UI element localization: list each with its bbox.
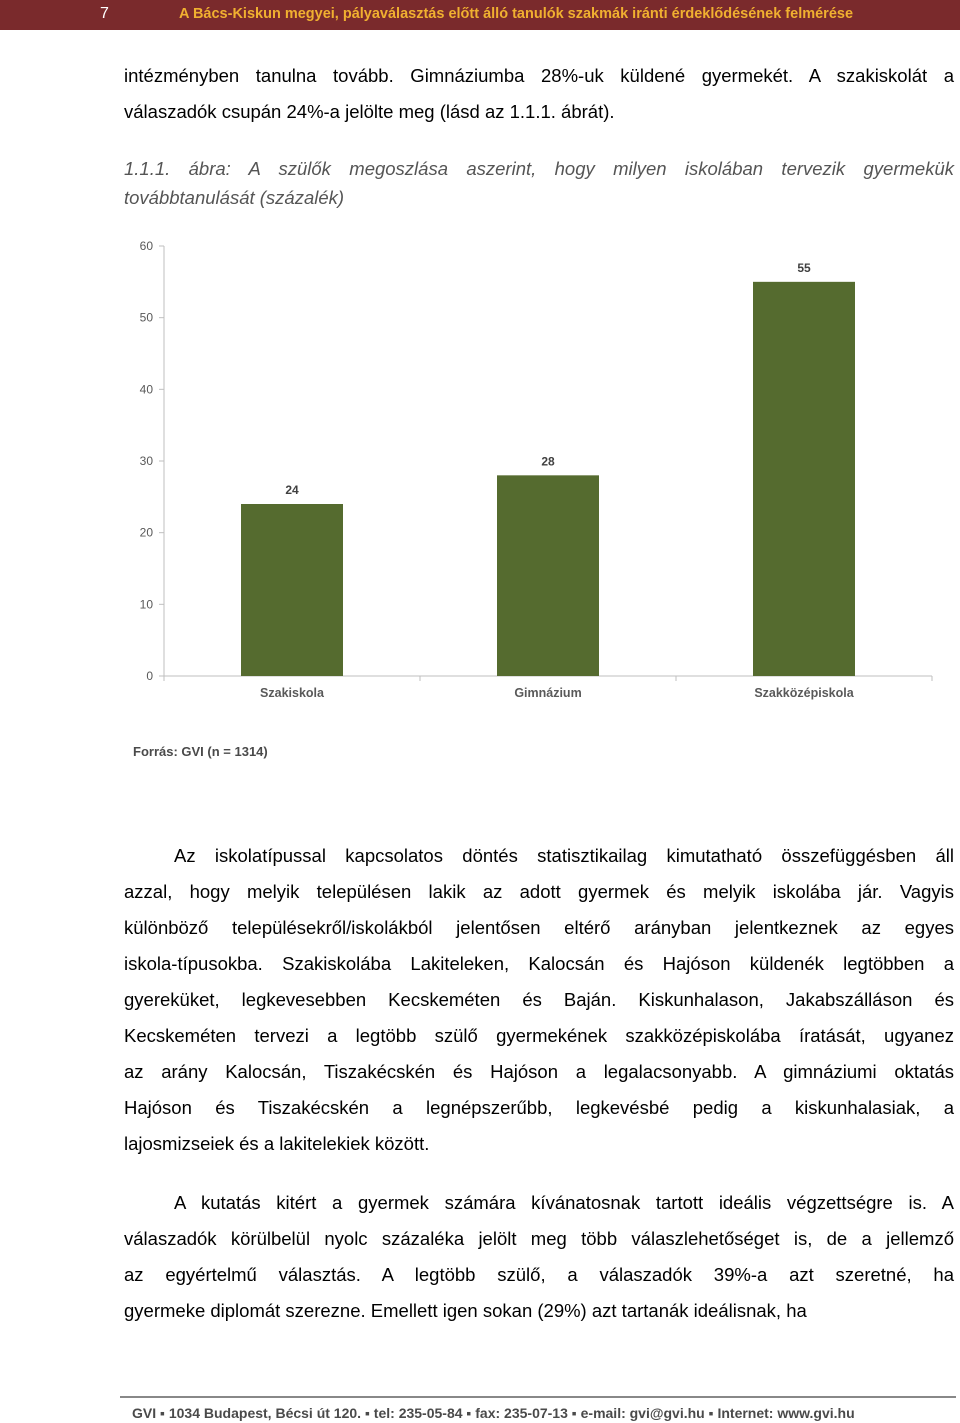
paragraph-line: különböző településekről/iskolákból jelentősen eltérő arányban jelentkeznek az egyes [124,917,954,938]
body-paragraph-2 [124,1185,954,1329]
x-category-label: Gimnázium [514,686,582,700]
y-tick-label: 40 [139,382,153,397]
header-title: A Bács-Kiskun megyei, pályaválasztás előtt álló tanulók szakmák iránti érdeklődésének felmérése [179,6,854,22]
paragraph-line: az arány Kalocsán, Tiszakécskén és Hajóson a legalacsonyabb. A gimnáziumi oktatás [124,1061,954,1082]
figure-caption [124,154,954,212]
bar-szakiskola [241,504,343,676]
intro-line: válaszadók csupán 24%-a jelölte meg (lásd az 1.1.1. ábrát). [124,101,615,122]
y-tick-label: 30 [139,454,153,468]
paragraph-line: Kecskeméten tervezi a legtöbb szülő gyermekének szakközépiskolába íratását, ugyanez [124,1025,954,1046]
paragraph-line: iskola-típusokba. Szakiskolába Lakiteleken, Kalocsán és Hajóson küldenék legtöbben a [124,953,954,974]
data-label: 24 [285,483,299,497]
y-tick-label: 50 [139,310,153,325]
bar-gimnázium [497,475,599,676]
x-category-label: Szakközépiskola [754,686,854,700]
y-tick-label: 20 [139,525,153,540]
intro-line: intézményben tanulna tovább. Gimnáziumba 28%-uk küldené gyermekét. A szakiskolát a [124,65,954,86]
paragraph-line: lajosmizseiek és a lakitelekiek között. [124,1133,430,1154]
paragraph-line: gyereküket, legkevesebben Kecskeméten és Baján. Kiskunhalason, Jakabszálláson és [124,989,954,1010]
x-category-label: Szakiskola [260,686,324,700]
caption-line: 1.1.1. ábra: A szülők megoszlása aszerint, hogy milyen iskolában tervezik gyermekük [124,158,954,179]
paragraph-line: gyermeke diplomát szerezne. Emellett igen sokan (29%) azt tartanák ideálisnak, ha [124,1300,807,1321]
bar-chart [120,232,940,712]
y-tick-label: 10 [139,597,153,612]
page-header [0,0,960,30]
paragraph-line: Hajóson és Tiszakécskén a legnépszerűbb, legkevésbé pedig a kiskunhalasiak, a [124,1097,954,1118]
footer-rule [120,1396,956,1398]
page-number-box [0,0,124,30]
paragraph-line: válaszadók körülbelül nyolc százaléka jelölt meg több válaszlehetőséget is, de a jellemző [124,1228,954,1249]
y-tick-label: 60 [139,239,153,253]
bar-szakközépiskola [753,282,855,676]
paragraph-line: azzal, hogy melyik településen lakik az adott gyermek és melyik iskolába jár. Vagyis [124,881,954,902]
data-label: 28 [541,454,555,469]
paragraph-line: A kutatás kitért a gyermek számára kívánatosnak tartott ideális végzettségre is. A [174,1192,954,1213]
figure-source: Forrás: GVI (n = 1314) [133,744,268,759]
paragraph-line: Az iskolatípussal kapcsolatos döntés statisztikailag kimutatható összefüggésben áll [174,845,954,866]
caption-line: továbbtanulását (százalék) [124,187,345,208]
y-tick-label: 0 [146,669,153,683]
data-label: 55 [797,260,811,275]
page-number: 7 [100,5,109,22]
body-paragraph-1 [124,838,954,1162]
intro-paragraph [124,58,954,130]
footer-address: GVI ▪ 1034 Budapest, Bécsi út 120. ▪ tel: 235-05-84 ▪ fax: 235-07-13 ▪ e-mail: gvi@gvi.hu ▪ Internet: www.gvi.hu [132,1405,855,1421]
paragraph-line: az egyértelmű választás. A legtöbb szülő, a válaszadók 39%-a azt szeretné, ha [124,1264,954,1285]
